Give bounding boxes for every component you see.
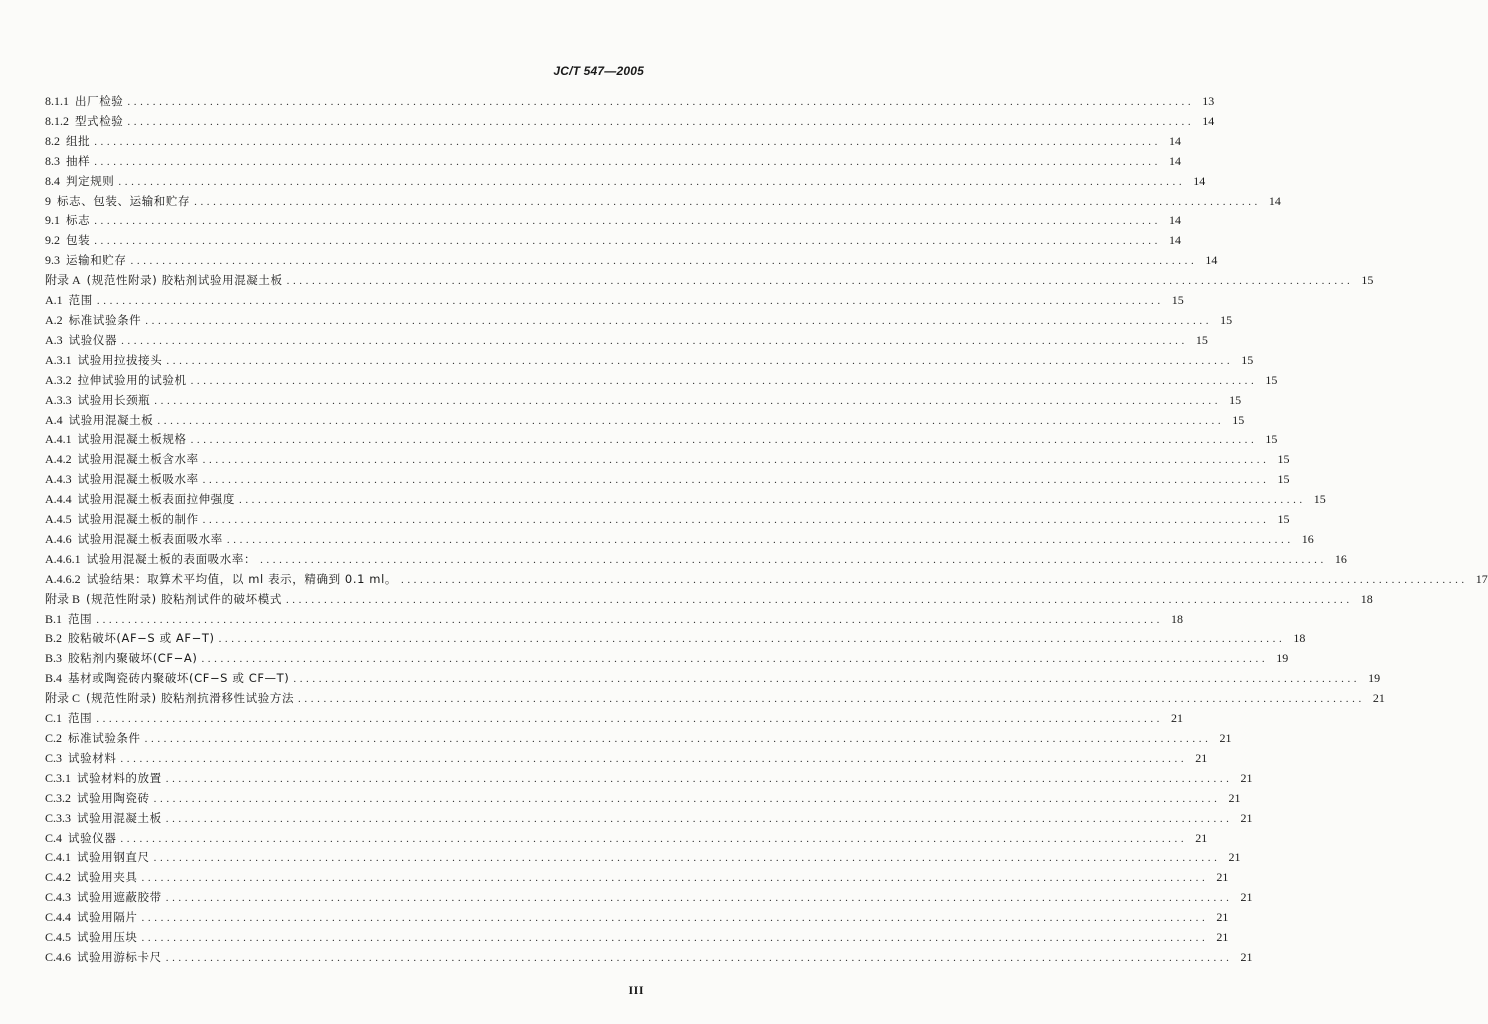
toc-entry-title: 范围 — [68, 711, 93, 726]
toc-entry[interactable] — [45, 311, 1233, 331]
toc-entry-number: 附录 B — [45, 591, 81, 606]
page-number: III — [628, 983, 644, 997]
toc-entry-number: C.4.5 — [45, 930, 72, 945]
toc-entry-page: 18 — [1171, 611, 1184, 626]
toc-dot-leader — [96, 710, 1163, 730]
toc-dot-leader — [145, 730, 1212, 750]
toc-entry-number: C.4.4 — [45, 910, 72, 925]
toc-entry-title: 试验用混凝土板含水率 — [77, 452, 199, 467]
toc-entry-number: A.3.3 — [45, 392, 72, 407]
toc-dot-leader — [118, 173, 1185, 193]
toc-entry-page: 16 — [1334, 551, 1347, 566]
toc-entry[interactable] — [45, 709, 1184, 729]
toc-entry[interactable] — [45, 829, 1208, 849]
toc-entry-page: 18 — [1293, 631, 1306, 646]
toc-entry-page: 15 — [1277, 452, 1290, 467]
toc-entry[interactable] — [45, 669, 1381, 689]
toc-entry-number: C.3.3 — [45, 810, 72, 825]
toc-entry-number: 8.4 — [45, 173, 60, 188]
toc-entry[interactable] — [45, 948, 1253, 968]
toc-entry-title: 试验用混凝土板 — [77, 810, 162, 825]
toc-entry[interactable] — [45, 92, 1215, 112]
toc-entry-page: 15 — [1171, 293, 1184, 308]
toc-dot-leader — [154, 790, 1221, 810]
toc-dot-leader — [97, 292, 1164, 312]
toc-entry-number: C.4.3 — [45, 890, 72, 905]
toc-entry-title: 包装 — [66, 233, 91, 248]
toc-entry[interactable] — [45, 291, 1184, 311]
toc-dot-leader — [94, 232, 1161, 252]
toc-entry[interactable] — [45, 391, 1242, 411]
toc-entry[interactable] — [45, 570, 1488, 590]
toc-entry-title: (规范性附录) 胶粘剂试件的破坏模式 — [86, 591, 282, 606]
toc-dot-leader — [260, 551, 1327, 571]
toc-entry-page: 15 — [1277, 472, 1290, 487]
toc-entry[interactable] — [45, 789, 1241, 809]
toc-entry-number: A.4.5 — [45, 512, 72, 527]
toc-entry[interactable] — [45, 809, 1253, 829]
toc-entry[interactable] — [45, 251, 1218, 271]
toc-entry[interactable] — [45, 351, 1254, 371]
toc-entry[interactable] — [45, 550, 1347, 570]
toc-dot-leader — [121, 332, 1188, 352]
toc-dot-leader — [239, 491, 1306, 511]
toc-entry[interactable] — [45, 749, 1208, 769]
toc-entry-page: 14 — [1202, 113, 1215, 128]
toc-entry-page: 14 — [1205, 253, 1218, 268]
toc-entry-page: 21 — [1240, 770, 1253, 785]
toc-entry-number: 8.1.2 — [45, 113, 69, 128]
toc-entry-page: 21 — [1240, 810, 1253, 825]
toc-entry[interactable] — [45, 132, 1182, 152]
toc-dot-leader — [94, 133, 1161, 153]
toc-entry[interactable] — [45, 152, 1182, 172]
toc-entry-title: 型式检验 — [75, 113, 124, 128]
toc-entry-page: 21 — [1216, 910, 1229, 925]
toc-entry[interactable] — [45, 231, 1182, 251]
toc-dot-leader — [154, 849, 1221, 869]
toc-dot-leader — [120, 830, 1187, 850]
toc-entry-number: C.1 — [45, 711, 63, 726]
toc-entry-page: 15 — [1195, 332, 1208, 347]
toc-entry-number: A.3.1 — [45, 352, 72, 367]
toc-entry-page: 15 — [1220, 312, 1233, 327]
toc-dot-leader — [191, 431, 1258, 451]
toc-entry-title: 试验仪器 — [68, 830, 117, 845]
toc-entry-number: 8.2 — [45, 133, 60, 148]
toc-entry-number: A.4.4 — [45, 492, 72, 507]
toc-entry-title: 基材或陶瓷砖内聚破坏(CF−S 或 CF—T) — [68, 671, 290, 686]
toc-entry[interactable] — [45, 450, 1290, 470]
toc-entry-number: A.4 — [45, 412, 63, 427]
toc-entry-title: 标准试验条件 — [68, 312, 142, 327]
toc-entry-page: 14 — [1193, 173, 1206, 188]
toc-entry-page: 21 — [1171, 711, 1184, 726]
toc-entry-title: 范围 — [68, 611, 93, 626]
toc-entry-title: 判定规则 — [66, 173, 115, 188]
toc-entry-title: 试验用拉拔接头 — [77, 352, 163, 367]
toc-entry-title: 拉伸试验用的试验机 — [77, 372, 187, 387]
toc-entry-number: A.3.2 — [45, 372, 72, 387]
toc-dot-leader — [127, 113, 1194, 133]
toc-entry-number: A.4.6.1 — [45, 551, 81, 566]
toc-entry-number: C.4.6 — [45, 949, 72, 964]
toc-entry[interactable] — [45, 470, 1290, 490]
toc-dot-leader — [166, 889, 1233, 909]
toc-entry-page: 21 — [1219, 731, 1232, 745]
toc-entry-title: 标志 — [66, 213, 91, 228]
toc-entry-number: B.2 — [45, 631, 63, 646]
toc-entry[interactable] — [45, 610, 1184, 630]
toc-entry-page: 15 — [1265, 372, 1278, 387]
toc-entry[interactable] — [45, 530, 1314, 550]
toc-entry[interactable] — [45, 848, 1241, 868]
toc-entry-title: 试验用混凝土板吸水率 — [77, 472, 199, 487]
toc-dot-leader — [201, 650, 1268, 670]
toc-entry-page: 21 — [1216, 930, 1229, 945]
toc-entry[interactable] — [45, 172, 1206, 192]
toc-entry-number: B.1 — [45, 611, 63, 626]
toc-entry-number: A.2 — [45, 312, 63, 327]
toc-entry-number: A.1 — [45, 293, 63, 308]
toc-entry-page: 17 — [1475, 571, 1488, 586]
toc-entry-title: 试验结果：取算术平均值，以 ml 表示，精确到 0.1 ml。 — [86, 571, 397, 586]
toc-entry-page: 21 — [1195, 750, 1208, 765]
toc-entry[interactable] — [45, 430, 1278, 450]
toc-entry[interactable] — [45, 510, 1290, 530]
toc-dot-leader — [287, 272, 1354, 292]
toc-dot-leader — [120, 750, 1187, 770]
toc-entry-page: 15 — [1232, 412, 1245, 427]
toc-dot-leader — [94, 212, 1161, 232]
toc-entry-number: A.4.1 — [45, 432, 72, 447]
toc-dot-leader — [191, 372, 1258, 392]
toc-dot-leader — [94, 153, 1161, 173]
toc-entry-title: 试验材料 — [68, 750, 117, 765]
toc-entry-number: C.4.2 — [45, 870, 72, 885]
toc-entry-page: 21 — [1228, 850, 1241, 865]
toc-entry-number: A.4.6 — [45, 531, 72, 546]
toc-entry-number: 附录 A — [45, 273, 81, 288]
toc-entry-page: 14 — [1169, 213, 1182, 228]
toc-entry-number: B.4 — [45, 671, 63, 686]
toc-entry-title: 试验用夹具 — [77, 870, 138, 885]
toc-entry-page: 15 — [1265, 432, 1278, 447]
toc-entry-title: 试验用遮蔽胶带 — [77, 890, 162, 905]
toc-entry-title: 试验用混凝土板的表面吸水率： — [86, 551, 257, 566]
toc-entry-title: 试验用混凝土板规格 — [77, 432, 187, 447]
toc-dot-leader — [286, 591, 1353, 611]
toc-entry-title: 胶粘破坏(AF−S 或 AF−T) — [68, 631, 215, 646]
toc-entry-title: 试验用混凝土板表面吸水率 — [77, 531, 223, 546]
toc-entry-page: 14 — [1169, 133, 1182, 148]
toc-entry-title: 试验用游标卡尺 — [77, 949, 162, 964]
toc-entry-page: 15 — [1241, 352, 1254, 367]
toc-entry[interactable] — [45, 371, 1278, 391]
toc-entry[interactable] — [45, 590, 1373, 610]
toc-entry-title: 试验用陶瓷砖 — [77, 790, 150, 805]
toc-entry-title: 范围 — [68, 293, 93, 308]
toc-entry-number: A.4.6.2 — [45, 571, 81, 586]
toc-entry[interactable] — [45, 490, 1326, 510]
toc-entry[interactable] — [45, 331, 1208, 351]
toc-entry-number: A.4.3 — [45, 472, 72, 487]
toc-entry[interactable] — [45, 769, 1253, 789]
toc-dot-leader — [293, 670, 1360, 690]
toc-dot-leader — [157, 412, 1224, 432]
toc-entry-title: 出厂检验 — [75, 94, 124, 108]
toc-entry-page: 14 — [1169, 153, 1182, 168]
toc-dot-leader — [401, 571, 1468, 591]
toc-dot-leader — [203, 451, 1270, 471]
toc-entry-number: C.3 — [45, 750, 63, 765]
toc-entry-number: 9.2 — [45, 233, 60, 248]
toc-entry-number: B.3 — [45, 651, 63, 666]
toc-entry-number: A.4.2 — [45, 452, 72, 467]
toc-dot-leader — [166, 810, 1233, 830]
toc-entry-title: 试验用隔片 — [77, 910, 138, 925]
toc-entry-page: 19 — [1368, 671, 1381, 686]
toc-entry-page: 21 — [1228, 790, 1241, 805]
toc-entry-number: C.2 — [45, 731, 63, 745]
toc-dot-leader — [145, 312, 1212, 332]
toc-entry[interactable] — [45, 928, 1229, 948]
toc-dot-leader — [127, 93, 1194, 113]
toc-entry-number: 9.3 — [45, 253, 60, 268]
toc-dot-leader — [154, 392, 1221, 412]
toc-entry-number: C.4 — [45, 830, 63, 845]
toc-entry-page: 13 — [1202, 94, 1215, 108]
toc-dot-leader — [131, 252, 1198, 272]
table-of-contents — [45, 92, 1488, 968]
toc-entry-page: 15 — [1361, 273, 1374, 288]
toc-entry-number: 9 — [45, 193, 51, 208]
toc-dot-leader — [96, 611, 1163, 631]
toc-entry-page: 14 — [1268, 193, 1281, 208]
toc-entry[interactable] — [45, 211, 1182, 231]
toc-entry-number: C.3.2 — [45, 790, 72, 805]
toc-entry-page: 18 — [1360, 591, 1373, 606]
toc-entry-title: 组批 — [66, 133, 91, 148]
toc-entry-page: 21 — [1216, 870, 1229, 885]
toc-dot-leader — [142, 909, 1209, 929]
toc-entry-title: 试验用混凝土板的制作 — [77, 512, 199, 527]
toc-entry-page: 15 — [1313, 492, 1326, 507]
toc-entry-page: 19 — [1276, 651, 1289, 666]
toc-dot-leader — [203, 471, 1270, 491]
toc-entry-title: 运输和贮存 — [66, 253, 127, 268]
toc-entry[interactable] — [45, 192, 1281, 212]
toc-entry-number: 8.3 — [45, 153, 60, 168]
toc-entry[interactable] — [45, 629, 1306, 649]
toc-entry-number: 附录 C — [45, 691, 81, 706]
toc-dot-leader — [194, 193, 1261, 213]
toc-entry-title: 试验用长颈瓶 — [77, 392, 151, 407]
toc-entry-page: 21 — [1240, 949, 1253, 964]
toc-entry-number: A.3 — [45, 332, 63, 347]
toc-entry-title: 试验用钢直尺 — [77, 850, 150, 865]
toc-entry[interactable] — [45, 112, 1215, 132]
toc-dot-leader — [166, 352, 1233, 372]
toc-entry[interactable] — [45, 908, 1229, 928]
toc-entry-title: 试验用混凝土板表面拉伸强度 — [77, 492, 235, 507]
toc-entry-title: 试验用压块 — [77, 930, 138, 945]
toc-entry-number: C.3.1 — [45, 770, 72, 785]
toc-dot-leader — [298, 690, 1365, 710]
toc-entry[interactable] — [45, 888, 1253, 908]
toc-entry-number: 8.1.1 — [45, 94, 69, 108]
toc-entry-title: 试验材料的放置 — [77, 770, 162, 785]
toc-entry-title: 标志、包装、运输和贮存 — [57, 193, 191, 208]
toc-entry[interactable] — [45, 649, 1289, 669]
toc-dot-leader — [142, 869, 1209, 889]
toc-entry-number: 9.1 — [45, 213, 60, 228]
toc-entry-page: 15 — [1229, 392, 1242, 407]
toc-entry-number: C.4.1 — [45, 850, 72, 865]
toc-entry-title: 胶粘剂内聚破坏(CF−A) — [68, 651, 198, 666]
toc-entry-title: (规范性附录) 胶粘剂抗滑移性试验方法 — [86, 691, 295, 706]
toc-entry-title: 抽样 — [66, 153, 91, 168]
toc-dot-leader — [227, 531, 1294, 551]
toc-entry-title: 试验用混凝土板 — [68, 412, 154, 427]
toc-entry[interactable] — [45, 271, 1374, 291]
toc-entry-title: 标准试验条件 — [68, 731, 141, 745]
toc-dot-leader — [203, 511, 1270, 531]
document-code: JC/T 547—2005 — [553, 64, 644, 78]
toc-dot-leader — [166, 949, 1233, 969]
toc-entry-page: 16 — [1301, 531, 1314, 546]
toc-entry-title: (规范性附录) 胶粘剂试验用混凝土板 — [86, 273, 283, 288]
toc-entry-page: 21 — [1195, 830, 1208, 845]
toc-entry[interactable] — [45, 729, 1232, 749]
toc-entry[interactable] — [45, 411, 1245, 431]
toc-entry-page: 15 — [1277, 512, 1290, 527]
toc-dot-leader — [166, 770, 1233, 790]
toc-entry-page: 21 — [1240, 890, 1253, 905]
toc-dot-leader — [219, 630, 1286, 650]
toc-entry-page: 14 — [1169, 233, 1182, 248]
toc-entry-page: 21 — [1372, 691, 1385, 706]
toc-entry-title: 试验仪器 — [68, 332, 118, 347]
toc-dot-leader — [142, 929, 1209, 949]
toc-entry[interactable] — [45, 689, 1385, 709]
toc-entry[interactable] — [45, 868, 1229, 888]
